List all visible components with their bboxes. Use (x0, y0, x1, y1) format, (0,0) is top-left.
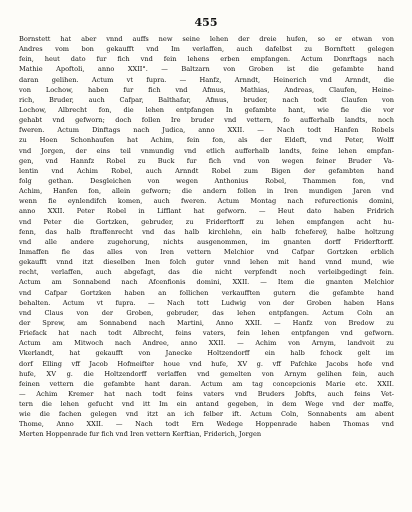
text-line: vnd Jorgen, der eins teil vnmundig vnd etlich aufferhalb landts, feine lehen empfan- (19, 146, 394, 155)
text-line: fenn, das halb ftraffenrecht vnd das halb kirchlehn, ein halb fchefereÿ, halbe holtzung (19, 227, 394, 236)
text-line: tern die lehen gefucht vnd itt Im ein antand gegeben, in dem Wege vnd der maffe, (19, 400, 394, 409)
text-line: vnd alle andere zugehorung, nichts ausgenommen, im gnanten dorff Friderftorff. (19, 237, 394, 246)
text-line: von Lochow, haben fur fich vnd Afmus, Mathias, Andreas, Claufen, Heine- (19, 85, 394, 94)
text-line: gekaufft vnnd itzt dieselben Inen folch guter vnnd lehen mit hand vnnd mund, wie (19, 258, 394, 267)
text-line: Actum am Sonnabend nach Afcenfionis domini, XXII. — Item die gnanten Melchior (19, 278, 394, 287)
text-line: hufe, XV g. die Holtzendorff verlaffen vnd gemelten von Arnym gelihen fein, auch (19, 369, 394, 378)
text-line: wenn fie eynlendifch komen, auch fweren. Actum Montag nach refurectionis domini, (19, 197, 394, 206)
text-line: vnd Cafpar Gortzken haben an follichen verkaufften gutern die gefambte hand (19, 288, 394, 297)
text-line: Actum am Mitwoch nach Andree, anno XXII. — Achim von Arnym, landvoit zu (19, 339, 394, 348)
text-line: gen, vnd Hannfz Robel zu Buck fur fich vnd von wegen feiner Bruder Va- (19, 156, 394, 165)
text-line: fweren. Actum Dinftags nach Judica, anno XXII. — Nach todt Hanfen Robels (19, 126, 394, 135)
text-line: wie die fachen gelegen vnd itzt an ich felber ift. Actum Coln, Sonnabents am abent (19, 410, 394, 419)
text-line: Mathie Apoftoli, anno XXII°. — Baltzarn von Groben ist die gefambte hand (19, 65, 394, 74)
body-text (19, 34, 394, 440)
text-line: der Sprew, am Sonnabend nach Martini, Anno XXII. — Hanfz von Bredow zu (19, 318, 394, 327)
text-line: Thome, Anno XXII. — Nach todt Ern Wedege Hoppenrade haben Thomas vnd (19, 420, 394, 429)
text-line: Lochow, Albrecht fon, die lehen entpfangen In gefambte hant, wie fie die vor (19, 105, 394, 114)
text-line: lentin vnd Achim Robel, auch Arnndt Robel zum Bigen der gefambten hand (19, 166, 394, 175)
text-line: rich, Bruder, auch Cafpar, Balthafar, Afmus, bruder, nach todt Claufen von (19, 95, 394, 104)
text-line: behalten. Actum vt fupra. — Nach tott Ludwig von der Groben haben Hans (19, 298, 394, 307)
text-line: feinen vettern die gefambte hant daran. Actum am tag concepcionis Marie etc. XXII. (19, 379, 394, 388)
text-line: Bornstett hat aber vnnd auffs new seine lehen der dreie hufen, so er etwan von (19, 35, 394, 43)
text-line: daran gelihen. Actum vt fupra. — Hanfz, Arnndt, Heinerich vnd Arnndt, die (19, 75, 394, 84)
text-line: fein, heut dato fur fich vnd fein lehens erben empfangen. Actum Donrftags nach (19, 55, 394, 64)
page-number: 455 (194, 16, 218, 29)
text-line: Inmaffen fie das alles von Iren vettern Melchior vnd Cafpar Gortzken erblich (19, 247, 394, 256)
text-line: folg gethan. Desgleichen von wegen Anthonius Robel, Thammen fon, vnd (19, 176, 394, 185)
text-line: vnd Peter die Gortzken, gebruder, zu Friderftorff zu lehen empfangen acht hu- (19, 217, 394, 226)
text-line: Friefack hat nach todt Albrecht, feins vaters, fein lehen entpfangen vnd gefworn. (19, 329, 394, 338)
text-line: Andres vom bon gekaufft vnd Im verlaffen, auch dafelbst zu Bornftett gelegen (19, 45, 394, 54)
text-line: gehabt vnd gefworn; doch follen Ire bruder vnd vettern, fo aufferhalb landts, noch (19, 116, 394, 125)
text-line: recht, verlaffen, auch abgefagt, das die nicht verpfendt noch verleibgedingt fein. (19, 268, 394, 277)
text-line: Vkerlandt, hat gekaufft von Janecke Holtzendorff ein halb fchock gelt im (19, 349, 394, 358)
text-line: — Achim Kremer hat nach todt feins vaters vnd Bruders Jobfts, auch feins Vet- (19, 389, 394, 398)
text-line: vnd Claus von der Groben, gebruder, das lehen entpfangen. Actum Coln an (19, 308, 394, 317)
text-line: dorf Elling vff Jacob Hofmeifter houe vnd hufe, XV g. vff Pafchke Jacobs hofe vnd (19, 359, 394, 368)
text-line: zu Hoen Schonhaufen hat Achim, fein fon, als der Eldeft, vnd Peter, Wolff (19, 136, 394, 145)
text-line: Merten Hoppenrade fur fich vnd Iren vettern Kerftian, Friderich, Jorgen (19, 430, 262, 439)
text-line: anno XXII. Peter Robel in Lifflant hat gefworn. — Heut dato haben Fridrich (19, 207, 394, 216)
text-line: Achim, Hanfen fon, allein gefworn; die andern follen in Iren mundigen Jaren vnd (19, 187, 394, 196)
